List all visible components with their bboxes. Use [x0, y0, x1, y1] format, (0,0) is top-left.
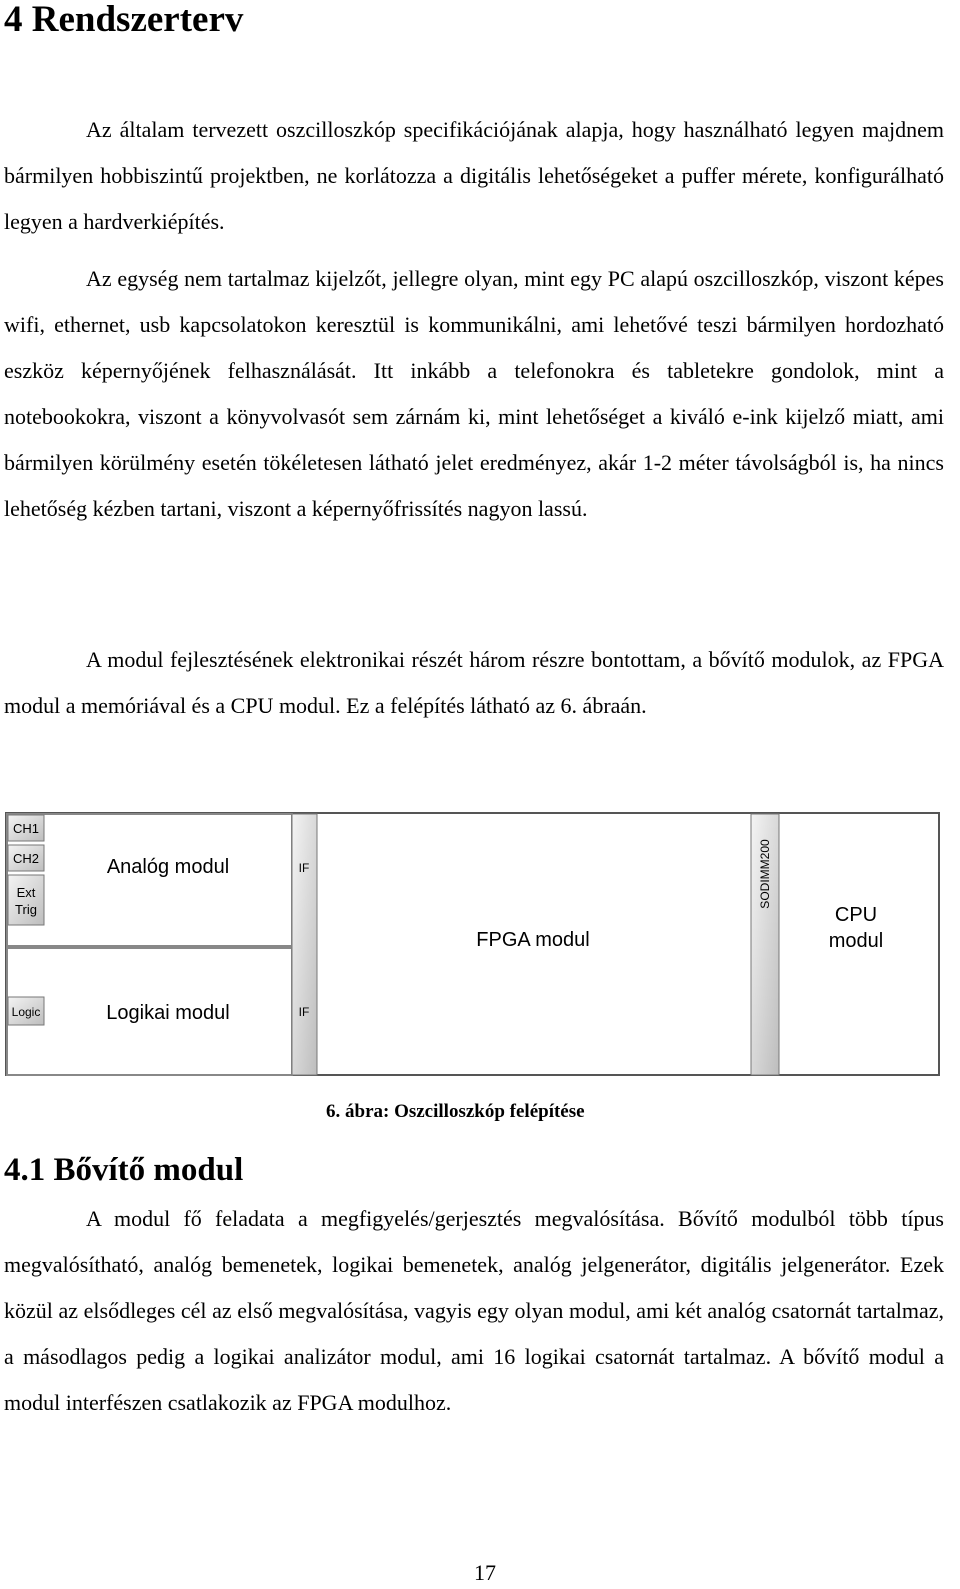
- figure-caption: 6. ábra: Oszcilloszkóp felépítése: [326, 1101, 585, 1122]
- sodimm-label: SODIMM200: [758, 839, 772, 909]
- fpga-module-label: FPGA modul: [476, 929, 590, 951]
- analog-module-label: Analóg modul: [106, 856, 230, 878]
- ext-trig-connector: [8, 875, 44, 925]
- architecture-diagram: [5, 812, 951, 1090]
- page-number: 17: [474, 1560, 496, 1585]
- ch1-label: CH1: [12, 821, 40, 836]
- subsection-paragraph: A modul fő feladata a megfigyelés/gerjesztés megvalósítása. Bővítő modulból több típus megvalósítható, analóg bemenetek, logikai bemenetek, analóg jelgenerátor, digitális jelgenerátor. Ezek közül az elsődleges cél az első megvalósítása, vagyis egy olyan modul, ami két analóg csatornát tartalmaz, a másodlagos pedig a logikai analizátor modul, ami 16 logikai csatornát tartalmaz. A bővítő modul a modul interfészen csatlakozik az FPGA modulhoz.: [4, 1206, 944, 1415]
- logic-label: Logic: [11, 1005, 41, 1019]
- cpu-label-line2: modul: [828, 930, 884, 952]
- interface-bar: [292, 814, 317, 1075]
- analog-module-box: [7, 814, 292, 946]
- ch2-label: CH2: [12, 851, 40, 866]
- paragraph-2: Az egység nem tartalmaz kijelzőt, jellegre olyan, mint egy PC alapú oszcilloszkóp, viszont képes wifi, ethernet, usb kapcsolatokon keresztül is kommunikálni, ami lehetővé teszi bármilyen hordozható eszköz képernyőjének felhasználását. Itt inkább a telefonokra és tabletekre gondolok, mint a notebookokra, viszont a könyvolvasót sem zárnám ki, mint lehetőséget a kiváló e-ink kijelző miatt, ami bármilyen körülmény esetén tökéletesen látható jelet eredményez, akár 1-2 méter távolságból is, ha nincs lehetőség kézben tartani, viszont a képernyőfrissítés nagyon lassú.: [4, 266, 944, 521]
- paragraph-3: A modul fejlesztésének elektronikai részét három részre bontottam, a bővítő modulok, az FPGA modul a memóriával és a CPU modul. Ez a felépítés látható az 6. ábraán.: [4, 647, 944, 718]
- trig-label: Trig: [15, 902, 37, 917]
- logic-module-label: Logikai modul: [106, 1002, 230, 1024]
- subsection-heading: 4.1 Bővítő modul: [4, 1152, 244, 1188]
- paragraph-1: Az általam tervezett oszcilloszkóp specifikációjának alapja, hogy használható legyen majdnem bármilyen hobbiszintű projektben, ne korlátozza a digitális lehetőségeket a puffer mérete, konfigurálható legyen a hardverkiépítés.: [4, 117, 944, 234]
- section-heading: 4 Rendszerterv: [4, 0, 244, 40]
- cpu-label-line1: CPU: [834, 904, 878, 926]
- if-label-top: IF: [298, 861, 310, 875]
- if-label-bottom: IF: [298, 1005, 310, 1019]
- ext-label: Ext: [16, 885, 36, 900]
